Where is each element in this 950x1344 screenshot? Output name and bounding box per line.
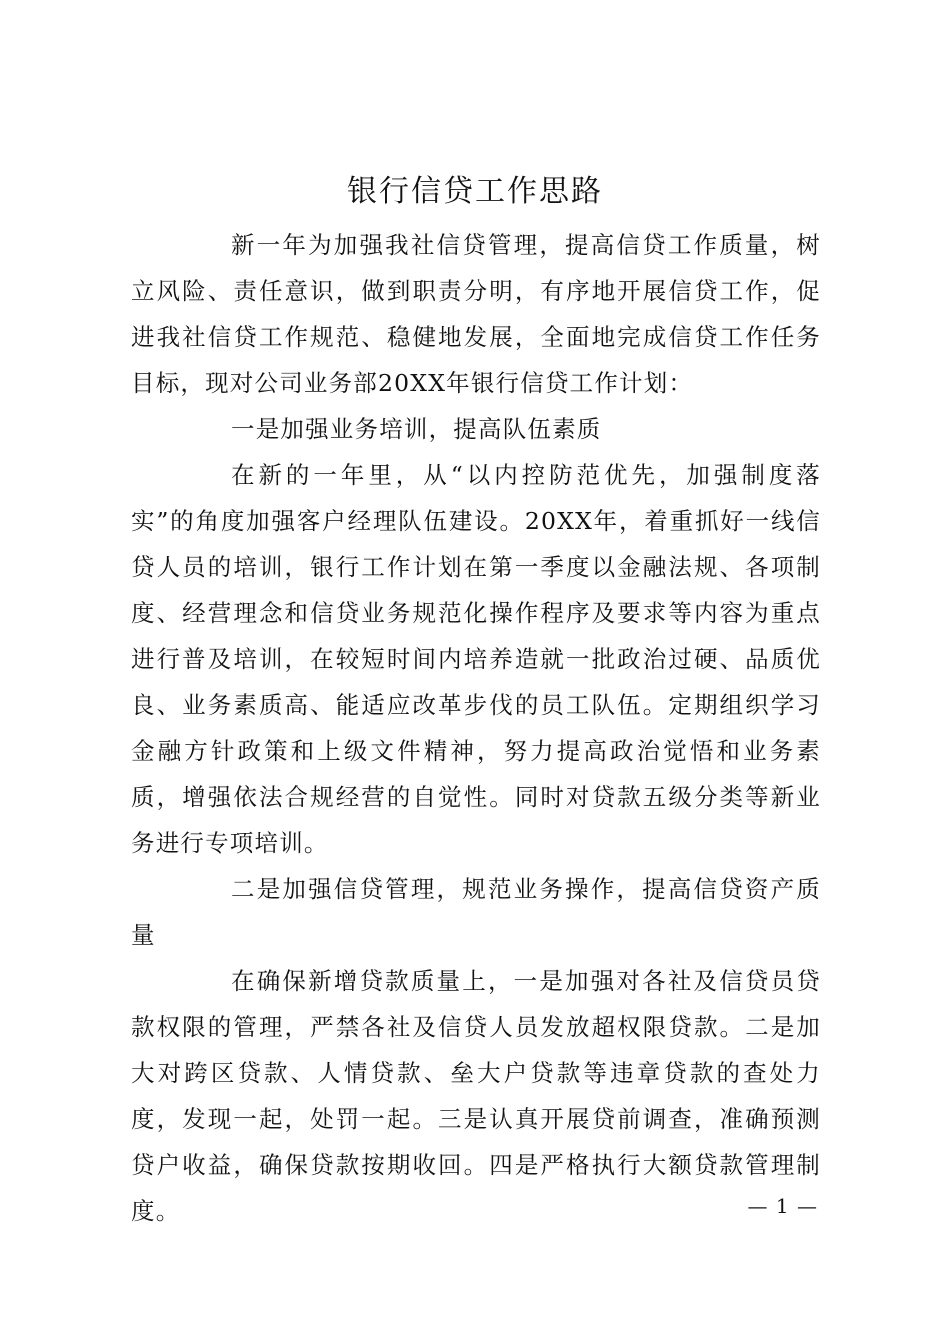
section-heading-2: 二是加强信贷管理，规范业务操作，提高信贷资产质量 bbox=[131, 875, 821, 949]
section-heading-1: 一是加强业务培训，提高队伍素质 bbox=[231, 415, 602, 443]
document-title: 银行信贷工作思路 bbox=[347, 174, 603, 209]
document-body bbox=[131, 222, 821, 1234]
intro-paragraph: 新一年为加强我社信贷管理，提高信贷工作质量，树立风险、责任意识，做到职责分明，有序地开展信贷工作，促进我社信贷工作规范、稳健地发展，全面地完成信贷工作任务目标，现对公司业务部20XX年银行信贷工作计划： bbox=[131, 231, 821, 397]
section-1-paragraph: 在新的一年里，从“以内控防范优先，加强制度落实”的角度加强客户经理队伍建设。20XX年，着重抓好一线信贷人员的培训，银行工作计划在第一季度以金融法规、各项制度、经营理念和信贷业务规范化操作程序及要求等内容为重点进行普及培训，在较短时间内培养造就一批政治过硬、品质优良、业务素质高、能适应改革步伐的员工队伍。定期组织学习金融方针政策和上级文件精神，努力提高政治觉悟和业务素质，增强依法合规经营的自觉性。同时对贷款五级分类等新业务进行专项培训。 bbox=[131, 461, 821, 857]
section-2-paragraph: 在确保新增贷款质量上，一是加强对各社及信贷员贷款权限的管理，严禁各社及信贷人员发放超权限贷款。二是加大对跨区贷款、人情贷款、垒大户贷款等违章贷款的查处力度，发现一起，处罚一起。三是认真开展贷前调查，准确预测贷户收益，确保贷款按期收回。四是严格执行大额贷款管理制度。 bbox=[131, 967, 821, 1225]
page-number: — 1 — bbox=[747, 1194, 818, 1218]
